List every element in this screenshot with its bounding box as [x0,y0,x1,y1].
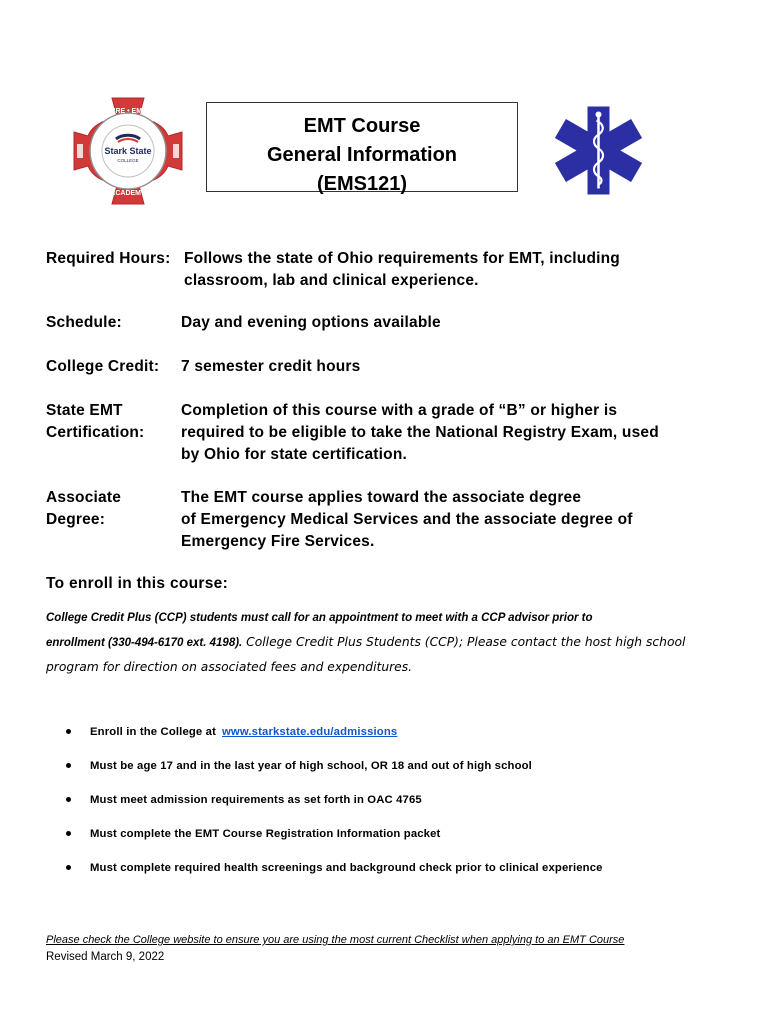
list-item: Enroll in the College at www.starkstate.edu/admissions [66,718,756,752]
course-title-line-2: General Information [266,144,458,166]
required-hours-value: Follows the state of Ohio requirements for EMT, including classroom, lab and clinical experience. [184,250,620,289]
state-emt-certification-value: Completion of this course with a grade of “B” or higher is required to be eligible to take the National Registry Exam, used by Ohio for state certification. [181,402,659,463]
schedule-value: Day and evening options available [181,314,441,331]
bullet-icon [66,729,71,734]
bullet-icon [66,763,71,768]
svg-text:COLLEGE: COLLEGE [117,158,139,163]
course-title-line-3: (EMS121) [316,173,408,195]
svg-text:Stark State: Stark State [104,146,152,156]
state-emt-certification-label: State EMT Certification: [46,402,145,441]
revised-date: Revised March 9, 2022 [46,951,165,963]
enrollment-requirements-list [66,718,756,888]
admissions-link[interactable]: www.starkstate.edu/admissions [222,726,398,738]
bullet-icon [66,797,71,802]
college-credit-value: 7 semester credit hours [181,358,361,375]
checklist-note: Please check the College website to ensure you are using the most current Checklist when applying to an EMT Course [46,934,625,946]
schedule-label: Schedule: [46,314,122,331]
associate-degree-label: Associate Degree: [46,489,122,528]
star-of-life-icon [547,100,650,201]
svg-text:FIRE • EMS: FIRE • EMS [109,108,147,115]
list-item: Must meet admission requirements as set forth in OAC 4765 [66,786,756,820]
ccp-paragraph: College Credit Plus (CCP) students must call for an appointment to meet with a CCP advisor prior to enrollment (330-494-6170 ext. 4198). College Credit Plus Students (CCP); Please contact the host high school program for direction on associated fees and expenditures. [46,612,686,674]
list-item: Must complete the EMT Course Registration Information packet [66,820,756,854]
bullet-icon [66,865,71,870]
svg-text:ACADEMY: ACADEMY [110,190,146,197]
stark-state-fire-ems-academy-logo [72,96,184,206]
required-hours-label: Required Hours: [46,250,171,267]
college-credit-label: College Credit: [46,358,160,375]
list-item: Must complete required health screenings and background check prior to clinical experience [66,854,756,888]
enroll-heading: To enroll in this course: [46,575,229,592]
associate-degree-value: The EMT course applies toward the associate degree of Emergency Medical Services and the associate degree of Emergency Fire Services. [181,489,633,550]
list-item: Must be age 17 and in the last year of high school, OR 18 and out of high school [66,752,756,786]
bullet-icon [66,831,71,836]
course-title-line-1: EMT Course [303,115,421,137]
course-title-box [206,102,518,195]
